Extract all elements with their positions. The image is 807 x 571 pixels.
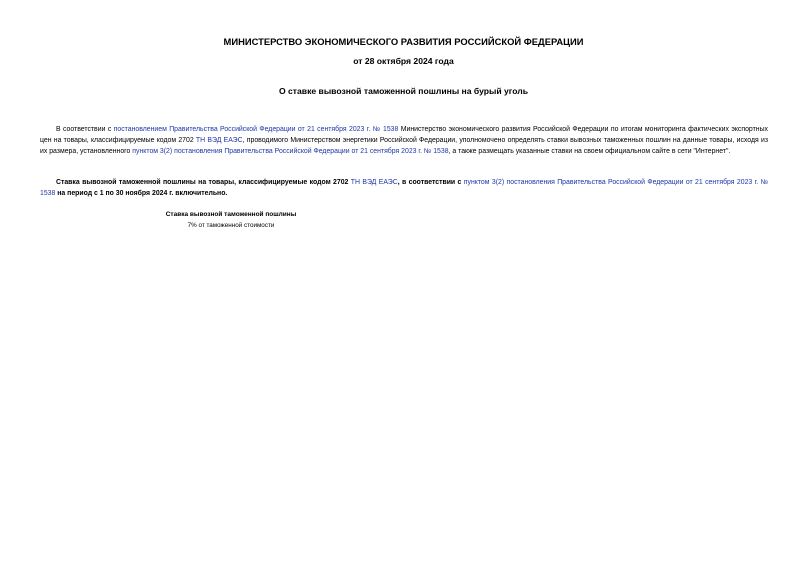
rate-table-value: 7% от таможенной стоимости <box>187 222 275 229</box>
paragraph-basis <box>40 124 768 157</box>
rate-table-header: Ставка вывозной таможенной пошлины <box>165 211 297 218</box>
paragraph-text: , в соответствии с <box>397 179 464 186</box>
link-clause-3-2[interactable]: пунктом 3(2) постановления Правительства Российской Федерации от 21 сентября 2023 г. № 1538 <box>40 179 768 197</box>
link-tn-ved[interactable]: ТН ВЭД ЕАЭС <box>195 137 243 144</box>
paragraph-text: Министерство экономического развития Российской Федерации по итогам мониторинга фактических экспортных цен на товары, классифицируемые кодом 2702 <box>40 126 768 144</box>
paragraph-text: В соответствии с <box>56 126 114 133</box>
paragraph-text: на период с 1 по 30 ноября 2024 г. включительно. <box>55 190 228 197</box>
ministry-heading: МИНИСТЕРСТВО ЭКОНОМИЧЕСКОГО РАЗВИТИЯ РОССИЙСКОЙ ФЕДЕРАЦИИ <box>223 36 584 47</box>
paragraph-text: , проводимого Министерством энергетики Российской Федерации, уполномочено определять ставки вывозных таможенных пошлин на данные товары, исходя из их размера, установленного <box>40 137 768 155</box>
link-clause-3-2[interactable]: пунктом 3(2) постановления Правительства Российской Федерации от 21 сентября 2023 г. № 1538 <box>132 148 449 155</box>
paragraph-text: , а также размещать указанные ставки на своем официальном сайте в сети "Интернет". <box>448 148 731 155</box>
document-date: от 28 октября 2024 года <box>353 56 454 66</box>
link-resolution-1538[interactable]: постановлением Правительства Российской Федерации от 21 сентября 2023 г. № 1538 <box>113 126 399 133</box>
document-title: О ставке вывозной таможенной пошлины на бурый уголь <box>278 86 529 96</box>
paragraph-rate-statement <box>40 177 768 199</box>
link-tn-ved[interactable]: ТН ВЭД ЕАЭС <box>350 179 398 186</box>
paragraph-text: Ставка вывозной таможенной пошлины на товары, классифицируемые кодом 2702 <box>56 179 351 186</box>
